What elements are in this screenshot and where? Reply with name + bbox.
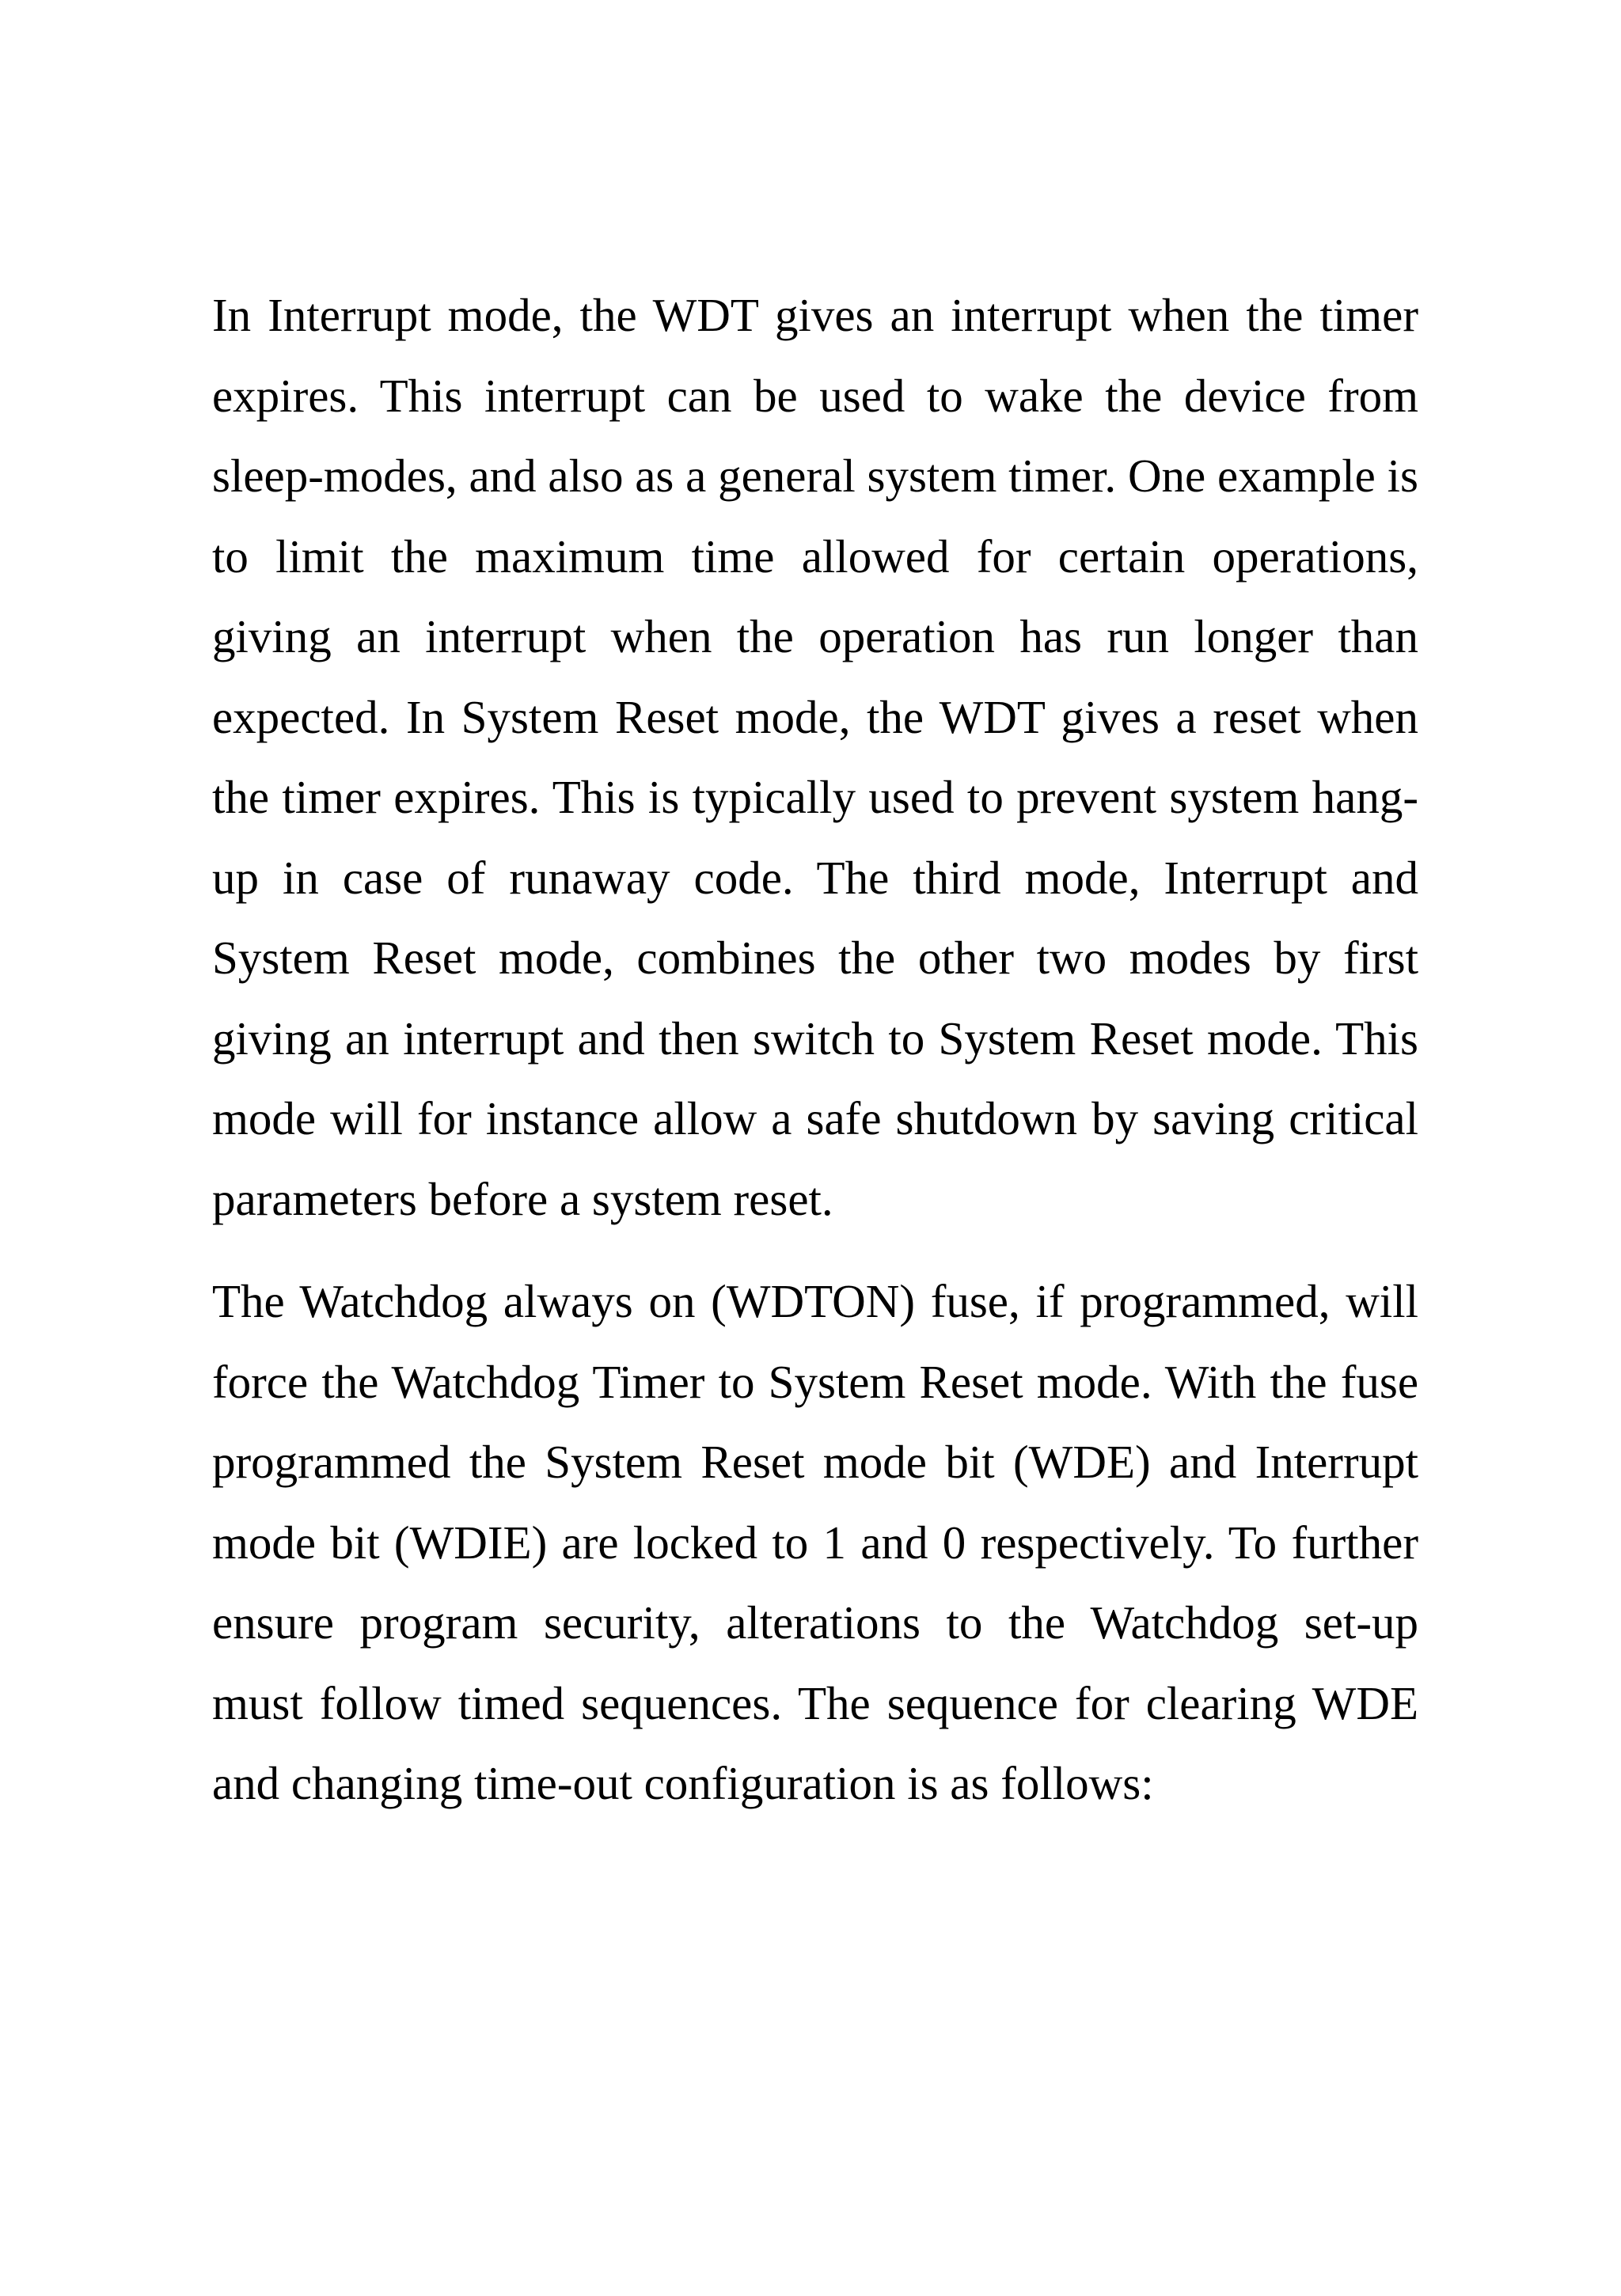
paragraph-wdt-modes: In Interrupt mode, the WDT gives an interrupt when the timer expires. This interrupt can be used to wake the device from sleep-modes, and also as a general system timer. One example is to limit the maximum time allowed for certain operations, giving an interrupt when the operation has run longer than expected. In System Reset mode, the WDT gives a reset when the timer expires. This is typically used to prevent system hang-up in case of runaway code. The third mode, Interrupt and System Reset mode, combines the other two modes by first giving an interrupt and then switch to System Reset mode. This mode will for instance allow a safe shutdown by saving critical parameters before a system reset. (212, 289, 1418, 1225)
document-page (212, 275, 1418, 1824)
paragraph-wdton-fuse: The Watchdog always on (WDTON) fuse, if programmed, will force the Watchdog Timer to System Reset mode. With the fuse programmed the System Reset mode bit (WDE) and Interrupt mode bit (WDIE) are locked to 1 and 0 respectively. To further ensure program security, alterations to the Watchdog set-up must follow timed sequences. The sequence for clearing WDE and changing time-out configuration is as follows: (212, 1275, 1418, 1809)
